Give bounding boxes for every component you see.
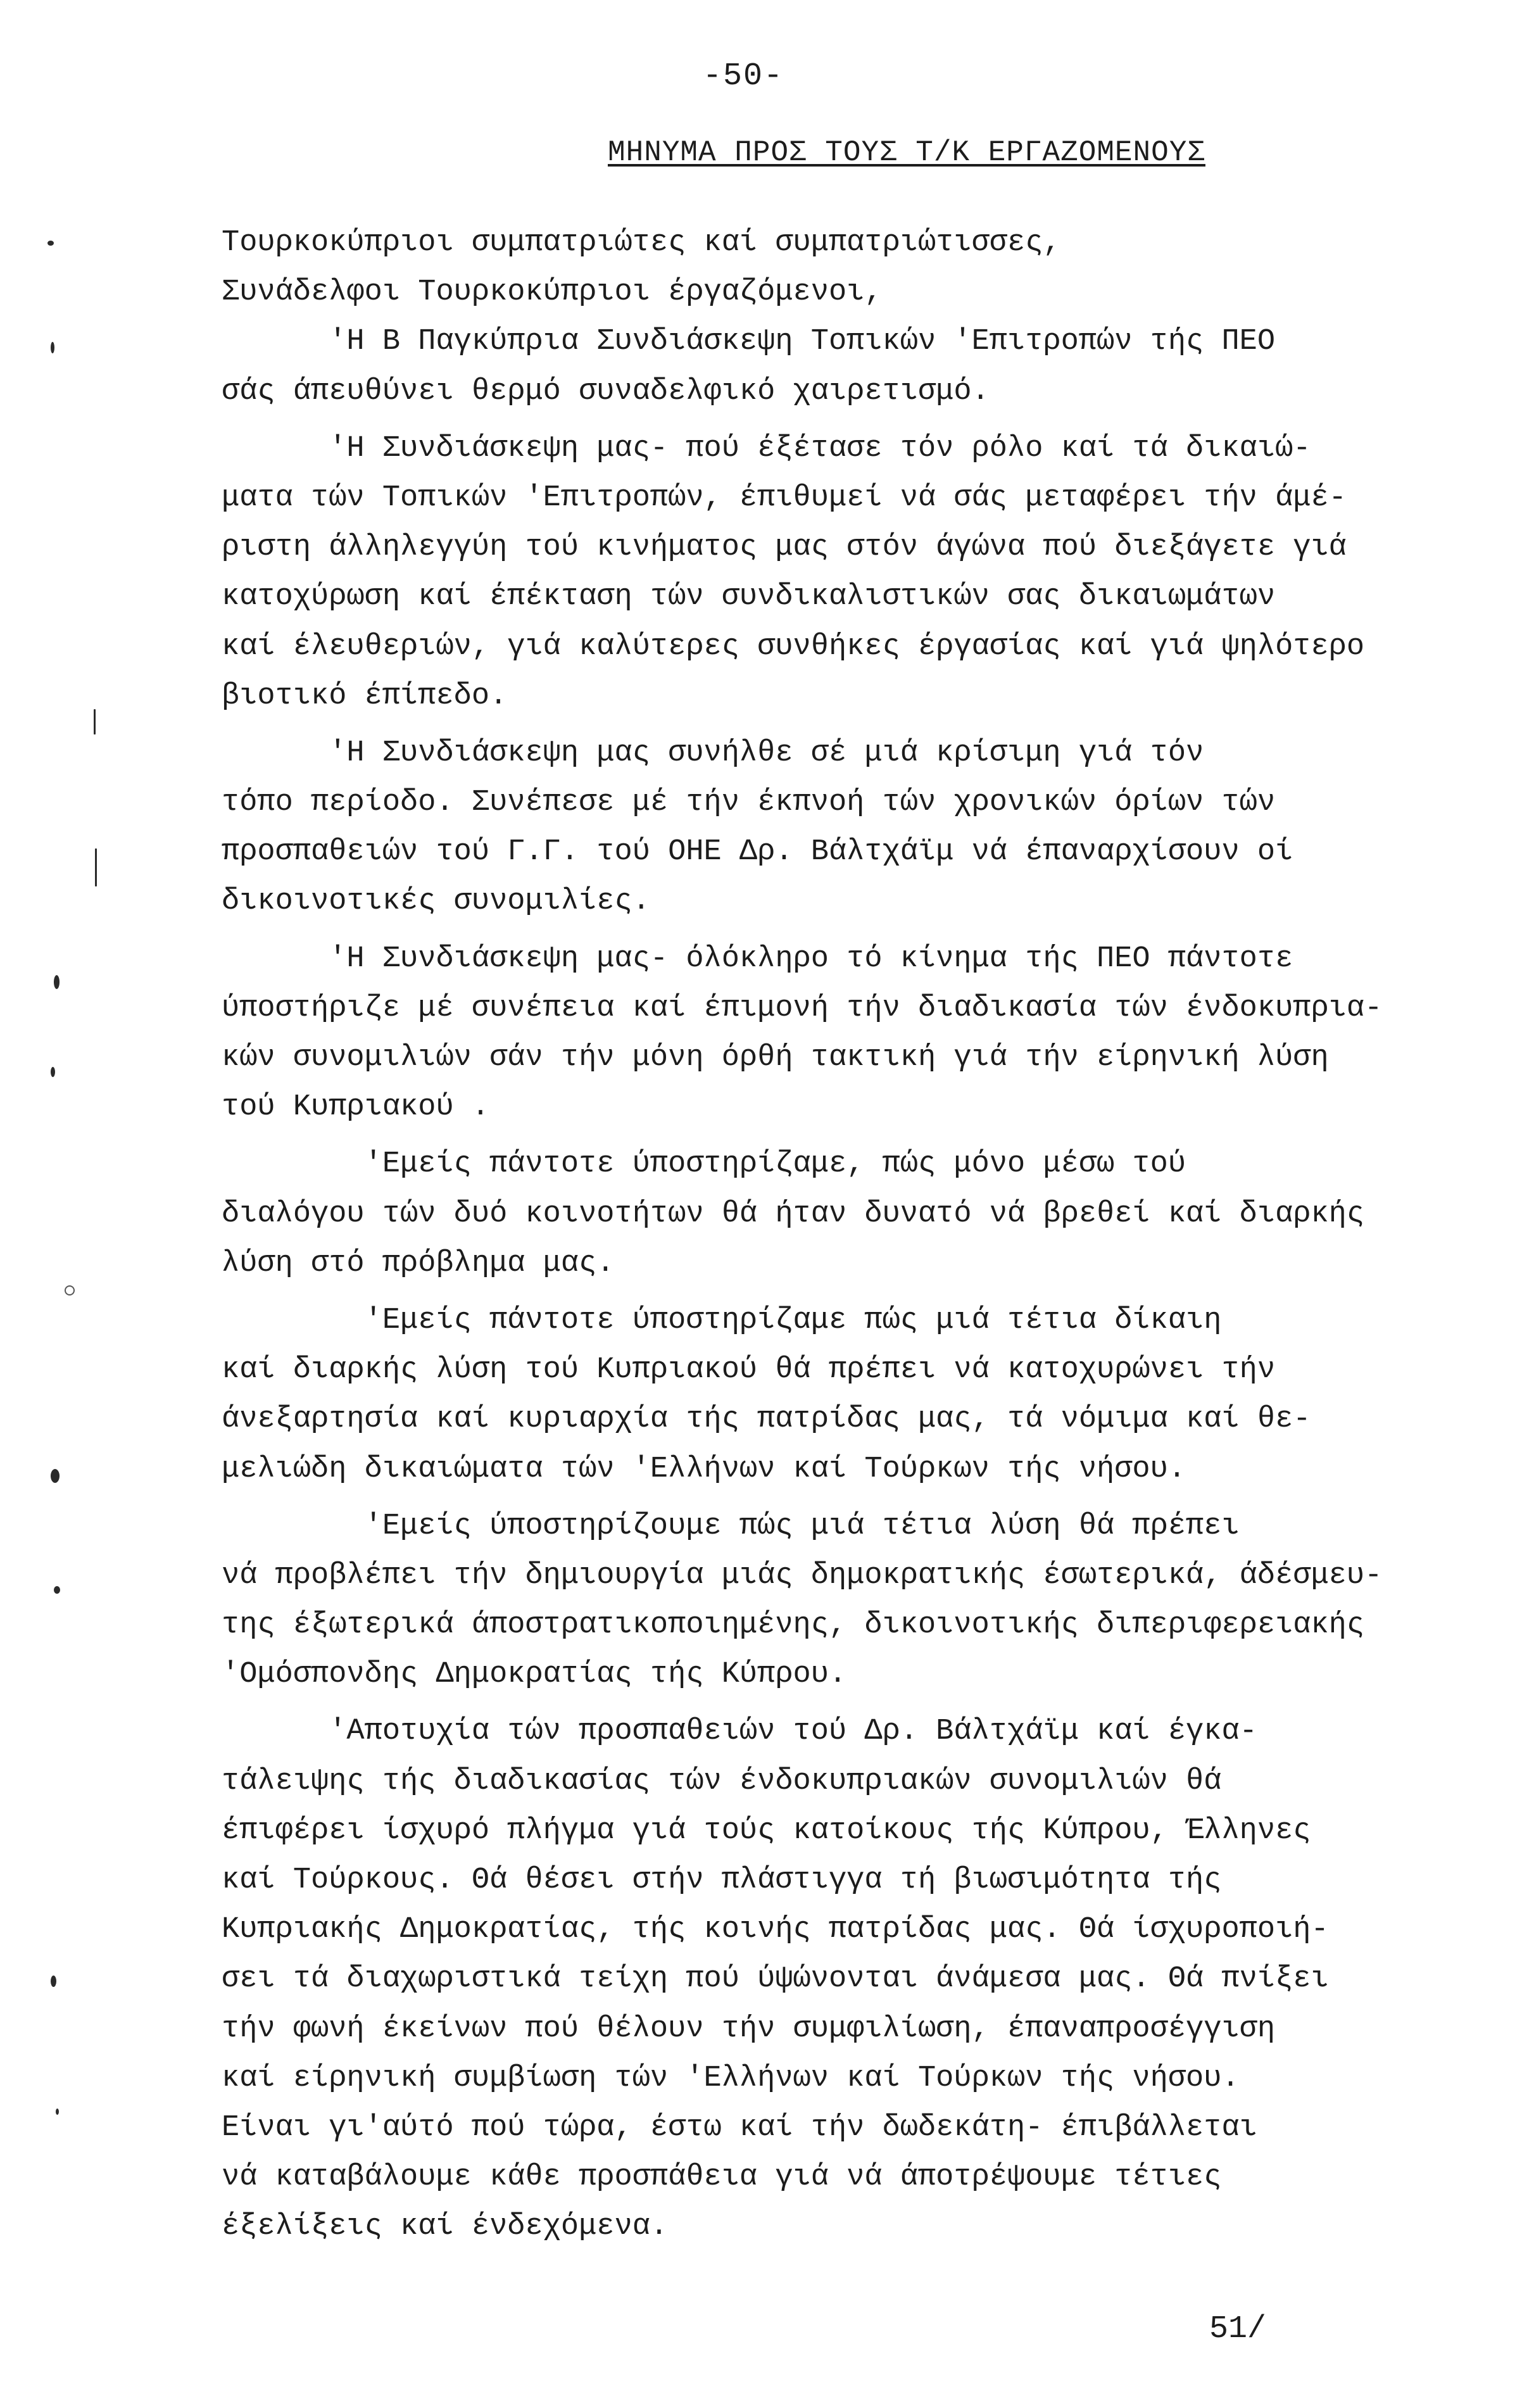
- text-line: 'Η Β Παγκύπρια Συνδιάσκεψη Τοπικών 'Επιτροπών τής ΠΕΟ: [222, 325, 1276, 359]
- text-line: 'Η Συνδιάσκεψη μας- πού έξέτασε τόν ρόλο καί τά δικαιώ-: [222, 431, 1311, 465]
- text-line: σει τά διαχωριστικά τείχη πού ύψώνονται άνάμεσα μας. Θά πνίξει: [222, 1962, 1329, 1996]
- margin-speck: [54, 1586, 60, 1594]
- text-line: Κυπριακής Δημοκρατίας, τής κοινής πατρίδας μας. Θά ίσχυροποιή-: [222, 1913, 1329, 1947]
- text-line: μελιώδη δικαιώματα τών 'Ελλήνων καί Τούρκων τής νήσου.: [222, 1452, 1186, 1486]
- text-line: της έξωτερικά άποστρατικοποιημένης, δικοινοτικής διπεριφερειακής: [222, 1608, 1365, 1642]
- text-line: καί έλευθεριών, γιά καλύτερες συνθήκες έργασίας καί γιά ψηλότερο: [222, 629, 1365, 664]
- paragraph-gap: [222, 1132, 1456, 1140]
- text-line: 'Ομόσπονδης Δημοκρατίας τής Κύπρου.: [222, 1658, 847, 1692]
- text-line: άνεξαρτησία καί κυριαρχία τής πατρίδας μας, τά νόμιμα καί θε-: [222, 1403, 1311, 1437]
- margin-speck: [94, 709, 96, 734]
- text-line: τόπο περίοδο. Συνέπεσε μέ τήν έκπνοή τών χρονικών όρίων τών: [222, 786, 1276, 820]
- text-line: δικοινοτικές συνομιλίες.: [222, 885, 650, 919]
- text-line: τήν φωνή έκείνων πού θέλουν τήν συμφιλίωση, έπαναπροσέγγιση: [222, 2012, 1276, 2046]
- text-line: λύση στό πρόβλημα μας.: [222, 1246, 615, 1280]
- document-body: [222, 218, 1456, 2252]
- paragraph-gap: [222, 1289, 1456, 1296]
- margin-speck: [54, 975, 60, 989]
- margin-speck: [51, 1067, 55, 1077]
- document-title: ΜΗΝΥΜΑ ΠΡΟΣ ΤΟΥΣ Τ/Κ ΕΡΓΑΖΟΜΕΝΟΥΣ: [608, 136, 1205, 169]
- page-number: -50-: [703, 58, 784, 94]
- paragraph-gap: [222, 417, 1456, 424]
- margin-speck: [47, 241, 54, 246]
- text-line: 'Η Συνδιάσκεψη μας συνήλθε σέ μιά κρίσιμη γιά τόν: [222, 736, 1204, 770]
- text-line: 'Αποτυχία τών προσπαθειών τού Δρ. Βάλτχάϊμ καί έγκα-: [222, 1715, 1257, 1749]
- paragraph-gap: [222, 721, 1456, 729]
- margin-speck: [65, 1285, 75, 1295]
- text-line: έξελίξεις καί ένδεχόμενα.: [222, 2210, 669, 2244]
- text-line: 'Η Συνδιάσκεψη μας- όλόκληρο τό κίνημα τής ΠΕΟ πάντοτε: [222, 942, 1293, 976]
- margin-speck: [51, 342, 54, 353]
- text-line: έπιφέρει ίσχυρό πλήγμα γιά τούς κατοίκους τής Κύπρου, Έλληνες: [222, 1813, 1311, 1848]
- text-line: Είναι γι'αύτό πού τώρα, έστω καί τήν δωδεκάτη- έπιβάλλεται: [222, 2110, 1257, 2145]
- paragraph-gap: [222, 927, 1456, 935]
- paragraph-gap: [222, 1494, 1456, 1502]
- text-line: Τουρκοκύπριοι συμπατριώτες καί συμπατριώτισσες,: [222, 226, 1061, 260]
- text-line: προσπαθειών τού Γ.Γ. τού ΟΗΕ Δρ. Βάλτχάϊμ νά έπαναρχίσουν οί: [222, 835, 1293, 869]
- text-line: κατοχύρωση καί έπέκταση τών συνδικαλιστικών σας δικαιωμάτων: [222, 580, 1276, 614]
- continuation-marker: 51/: [1209, 2311, 1267, 2347]
- text-line: νά καταβάλουμε κάθε προσπάθεια γιά νά άποτρέψουμε τέτιες: [222, 2160, 1222, 2195]
- text-line: τού Κυπριακού .: [222, 1090, 490, 1125]
- margin-speck: [95, 848, 97, 886]
- text-line: 'Εμείς πάντοτε ύποστηρίζαμε, πώς μόνο μέσω τού: [222, 1147, 1186, 1182]
- text-line: 'Εμείς ύποστηρίζουμε πώς μιά τέτια λύση θά πρέπει: [222, 1509, 1240, 1543]
- text-line: καί Τούρκους. Θά θέσει στήν πλάστιγγα τή βιωσιμότητα τής: [222, 1863, 1222, 1897]
- text-line: κών συνομιλιών σάν τήν μόνη όρθή τακτική γιά τήν είρηνική λύση: [222, 1041, 1329, 1075]
- text-line: βιοτικό έπίπεδο.: [222, 679, 508, 713]
- text-line: ριστη άλληλεγγύη τού κινήματος μας στόν άγώνα πού διεξάγετε γιά: [222, 531, 1347, 565]
- text-line: Συνάδελφοι Τουρκοκύπριοι έργαζόμενοι,: [222, 275, 883, 310]
- text-line: 'Εμείς πάντοτε ύποστηρίζαμε πώς μιά τέτια δίκαιη: [222, 1303, 1222, 1337]
- margin-speck: [51, 1976, 56, 1987]
- text-line: ύποστήριζε μέ συνέπεια καί έπιμονή τήν διαδικασία τών ένδοκυπρια-: [222, 991, 1383, 1025]
- text-line: σάς άπευθύνει θερμό συναδελφικό χαιρετισμό.: [222, 374, 990, 408]
- text-line: διαλόγου τών δυό κοινοτήτων θά ήταν δυνατό νά βρεθεί καί διαρκής: [222, 1197, 1365, 1231]
- text-line: καί διαρκής λύση τού Κυπριακού θά πρέπει νά κατοχυρώνει τήν: [222, 1353, 1276, 1387]
- text-line: τάλειψης τής διαδικασίας τών ένδοκυπριακών συνομιλιών θά: [222, 1764, 1222, 1798]
- paragraph-gap: [222, 1699, 1456, 1707]
- text-line: νά προβλέπει τήν δημιουργία μιάς δημοκρατικής έσωτερικά, άδέσμευ-: [222, 1558, 1383, 1592]
- margin-speck: [51, 1469, 60, 1483]
- margin-speck: [56, 2109, 59, 2115]
- text-line: καί είρηνική συμβίωση τών 'Ελλήνων καί Τούρκων τής νήσου.: [222, 2061, 1240, 2095]
- text-line: ματα τών Τοπικών 'Επιτροπών, έπιθυμεί νά σάς μεταφέρει τήν άμέ-: [222, 481, 1347, 515]
